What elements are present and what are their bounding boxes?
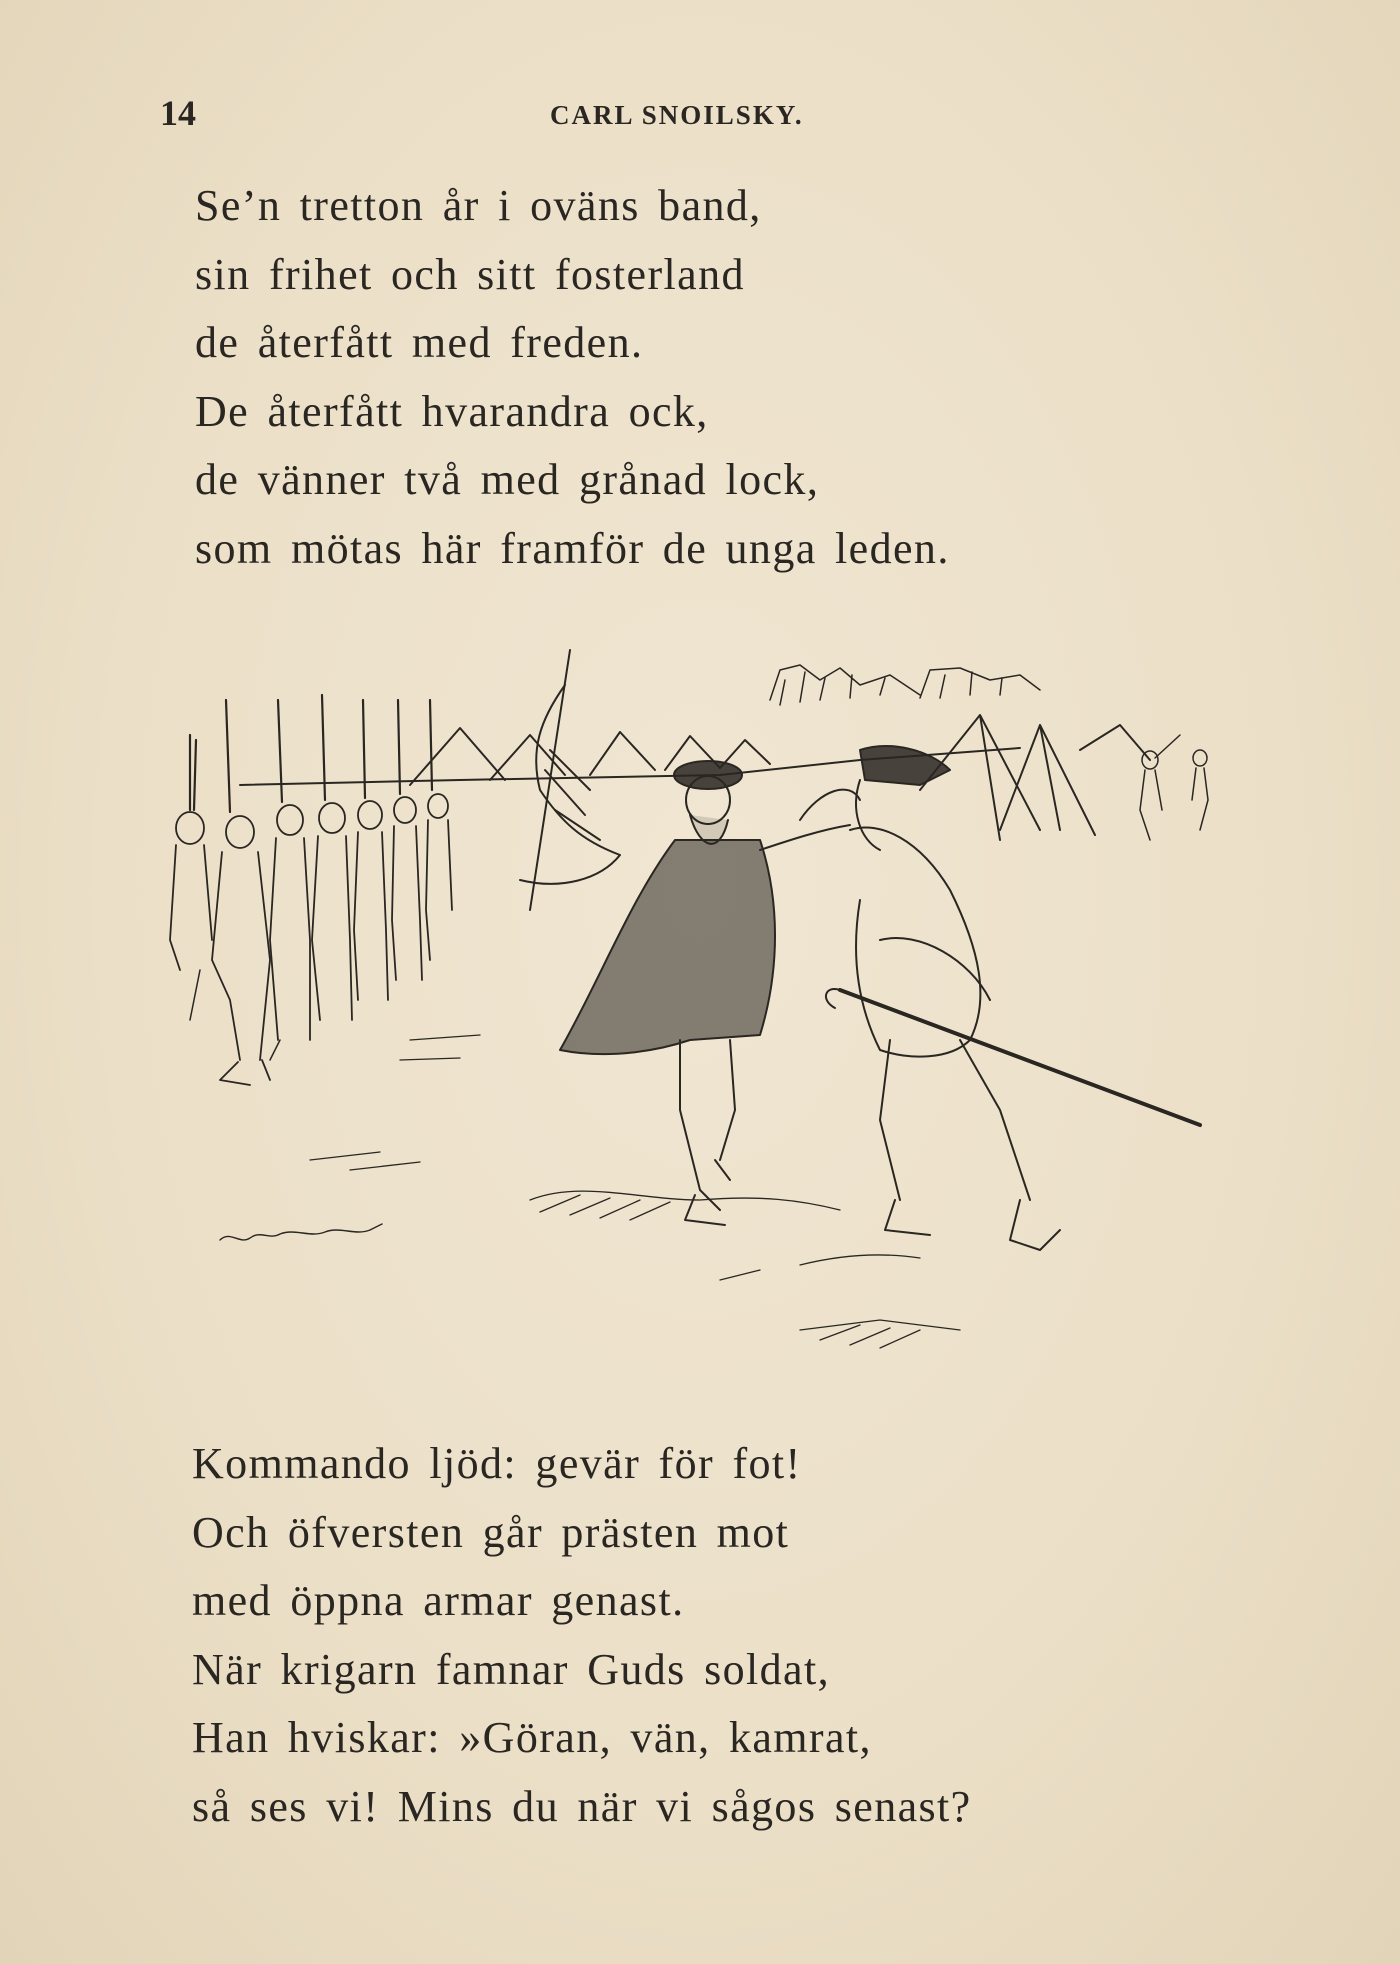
priest-figure — [560, 761, 850, 1225]
illustration-drawing — [160, 640, 1240, 1370]
running-head: CARL SNOILSKY. — [550, 100, 804, 130]
stanza-1 — [195, 172, 1195, 583]
verse-line: Kommando ljöd: gevär för fot! — [192, 1439, 802, 1488]
regimental-flag — [520, 650, 620, 910]
distant-trees — [770, 665, 1040, 705]
colonel-figure — [800, 746, 1200, 1250]
stanza-2 — [192, 1430, 1192, 1841]
verse-line: Se’n tretton år i oväns band, — [195, 181, 762, 230]
artist-signature — [220, 1224, 382, 1240]
verse-line: med öppna armar genast. — [192, 1576, 685, 1625]
verse-line: Han hviskar: »Göran, vän, kamrat, — [192, 1713, 872, 1762]
page-number: 14 — [160, 93, 196, 133]
verse-line: så ses vi! Mins du när vi sågos senast? — [192, 1781, 972, 1831]
distant-soldiers — [1140, 735, 1208, 840]
verse-line: sin frihet och sitt fosterland — [195, 249, 745, 299]
verse-line: de vänner två med grånad lock, — [195, 455, 820, 504]
page-header — [160, 92, 1160, 142]
verse-line: När krigarn famnar Guds soldat, — [192, 1644, 831, 1694]
verse-line: som mötas här framför de unga leden. — [195, 523, 950, 573]
soldier-ranks — [160, 640, 452, 1085]
tents — [410, 715, 1150, 840]
verse-line: de återfått med freden. — [195, 318, 644, 367]
ground-shadows — [310, 1035, 960, 1348]
verse-line: De återfått hvarandra ock, — [195, 386, 709, 436]
engraving-illustration — [160, 640, 1240, 1370]
verse-line: Och öfversten går prästen mot — [192, 1507, 790, 1557]
